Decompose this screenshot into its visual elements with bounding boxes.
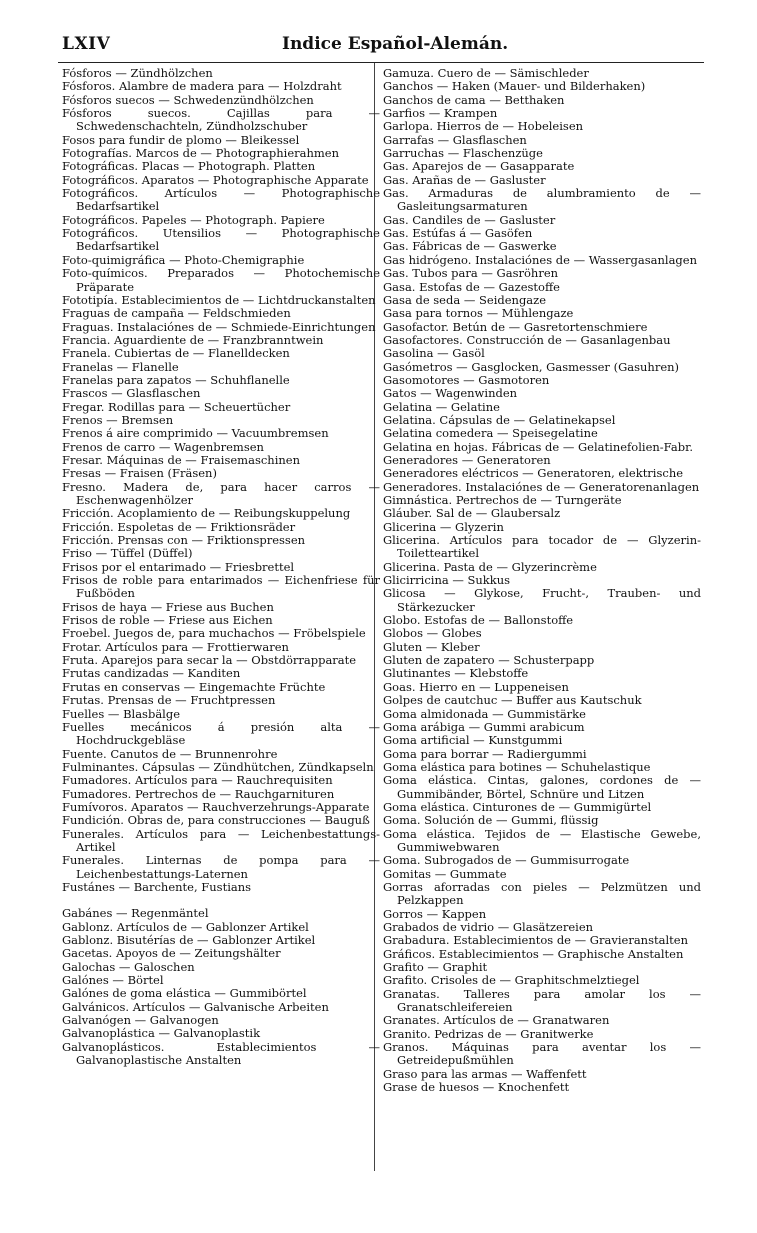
index-entry: Goas. Hierro en — Luppeneisen [383, 679, 569, 694]
index-entry: Globo. Estofas de — Ballonstoffe [383, 613, 574, 628]
index-entry: Ganchos — Haken (Mauer- und Bilderhaken) [383, 79, 646, 94]
index-entry: Gabánes — Regenmäntel [62, 906, 209, 921]
index-entry: Frisos por el entarimado — Friesbrettel [62, 559, 295, 574]
index-entry: Gráficos. Establecimientos — Graphische Anstalten [383, 946, 684, 961]
index-entry: Fotográficos. Utensilios — Photographische Bedarfsartikel [62, 226, 380, 254]
index-entry: Fustánes — Barchente, Fustians [62, 879, 252, 894]
index-entry: Gas hidrógeno. Instalaciónes de — Wassergasanlagen [383, 252, 697, 267]
index-entry: Garrafas — Glasflaschen [383, 132, 527, 147]
index-entry: Frenos á aire comprimido — Vacuumbremsen [62, 426, 329, 441]
index-entry: Gasolina — Gasöl [383, 346, 485, 361]
index-entry: Frisos de roble — Friese aus Eichen [62, 613, 273, 628]
index-entry: Goma elástica. Tejidos de — Elastische Gewebe, Gummiwebwaren [383, 826, 701, 854]
index-entry: Gasofactores. Construcción de — Gasanlagenbau [383, 332, 671, 347]
index-entry: Gas. Aparejos de — Gasapparate [383, 159, 575, 174]
index-entry: Ganchos de cama — Betthaken [383, 92, 565, 107]
index-entry: Fuelles mecánicos á presión alta — Hochdruckgebläse [62, 719, 380, 748]
index-entry: Gas. Candiles de — Gasluster [383, 212, 556, 227]
index-entry: Gablonz. Bisutérías de — Gablonzer Artikel [62, 933, 316, 947]
index-entry: Fresas — Fraisen (Fräsen) [62, 466, 217, 481]
index-entry: Galvanoplásticos. Establecimientos — Galvanoplastische Anstalten [62, 1039, 380, 1068]
index-entry: Frenos de carro — Wagenbremsen [62, 439, 264, 454]
index-entry: Goma almidonada — Gummistärke [383, 706, 586, 721]
index-entry: Gas. Armaduras de alumbramiento de — Gasleitungsarmaturen [383, 186, 701, 214]
page-number: LXIV [62, 34, 111, 54]
page-title: Indice Español-Alemán. [282, 34, 509, 54]
index-entry: Generadores — Generatoren [383, 452, 551, 467]
index-entry: Grafito — Graphit [383, 960, 488, 975]
index-entry: Fósforos — Zündhölzchen [62, 66, 213, 80]
index-entry: Fricción. Acoplamiento de — Reibungskuppelung [62, 506, 351, 521]
index-entry: Friso — Tüffel (Düffel) [62, 546, 193, 561]
index-entry: Fotográficos. Papeles — Photograph. Papiere [62, 212, 325, 227]
page-header [62, 34, 702, 60]
index-entry: Gelatina comedera — Speisegelatine [383, 426, 598, 441]
index-entry: Gasómetros — Gasglocken, Gasmesser (Gasuhren) [383, 359, 680, 374]
index-entry: Froebel. Juegos de, para muchachos — Fröbelspiele [62, 626, 366, 641]
index-entry: Goma elástica. Cintas, galones, cordones de — Gummibänder, Börtel, Schnüre und Litzen [383, 773, 701, 801]
index-entry: Galochas — Galoschen [62, 959, 195, 974]
index-entry: Francia. Aguardiente de — Franzbranntwein [62, 332, 324, 347]
right-column [383, 67, 701, 1094]
index-entry: Glutinantes — Klebstoffe [383, 666, 529, 681]
index-entry: Gatos — Wagenwinden [383, 386, 518, 401]
index-entry: Glicosa — Glykose, Frucht-, Trauben- und Stärkezucker [383, 586, 701, 614]
index-entry: Gelatina en hojas. Fábricas de — Gelatinefolien-Fabr. [383, 439, 693, 454]
index-entry: Fumadores. Artículos para — Rauchrequisiten [62, 773, 333, 788]
index-entry: Frisos de haya — Friese aus Buchen [62, 599, 274, 614]
left-column [62, 67, 380, 1067]
index-entry: Fotográficos. Aparatos — Photographische Apparate [62, 172, 369, 187]
index-entry: Grase de huesos — Knochenfett [383, 1080, 570, 1095]
index-entry: Grafito. Crisoles de — Graphitschmelztiegel [383, 973, 640, 988]
index-entry: Foto-quimigráfica — Photo-Chemigraphie [62, 252, 305, 267]
index-entry: Fotográficas. Placas — Photograph. Platten [62, 159, 316, 174]
index-entry: Fresar. Máquinas de — Fraisemaschinen [62, 452, 300, 467]
index-entry: Glicerina. Pasta de — Glyzerincrème [383, 559, 597, 574]
index-entry: Fundición. Obras de, para construcciones — Bauguß [62, 813, 370, 828]
index-entry: Franelas para zapatos — Schuhflanelle [62, 372, 290, 387]
header-rule [58, 62, 704, 63]
index-entry: Fototipía. Establecimientos de — Lichtdruckanstalten [62, 292, 376, 307]
index-entry: Gelatina. Cápsulas de — Gelatinekapsel [383, 412, 616, 427]
index-entry: Goma arábiga — Gummi arabicum [383, 719, 585, 734]
index-entry: Frascos — Glasflaschen [62, 386, 201, 401]
index-entry: Golpes de cautchuc — Buffer aus Kautschuk [383, 693, 642, 708]
index-entry: Gláuber. Sal de — Glaubersalz [383, 506, 561, 521]
index-entry: Garlopa. Hierros de — Hobeleisen [383, 119, 584, 134]
index-entry: Fraguas de campaña — Feldschmieden [62, 306, 291, 321]
index-entry: Gasa. Estofas de — Gazestoffe [383, 279, 560, 294]
index-entry: Frenos — Bremsen [62, 412, 174, 427]
index-entry: Fraguas. Instalaciónes de — Schmiede-Einrichtungen [62, 319, 376, 334]
index-entry: Generadores eléctricos — Generatoren, elektrische [383, 466, 684, 481]
index-entry: Gomitas — Gummate [383, 866, 507, 881]
index-entry: Graso para las armas — Waffenfett [383, 1066, 587, 1081]
index-entry: Fumívoros. Aparatos — Rauchverzehrungs-Apparate [62, 799, 370, 814]
index-entry: Funerales. Linternas de pompa para — Leichenbestattungs-Laternen [62, 853, 380, 881]
index-entry: Garruchas — Flaschenzüge [383, 146, 543, 161]
index-entry: Gas. Tubos para — Gasröhren [383, 266, 559, 281]
index-entry: Gasomotores — Gasmotoren [383, 372, 550, 387]
index-entry: Gas. Fábricas de — Gaswerke [383, 239, 557, 254]
index-entry: Frisos de roble para entarimados — Eichenfriese für Fußböden [62, 573, 380, 601]
index-entry: Franelas — Flanelle [62, 359, 179, 374]
index-entry: Fricción. Espoletas de — Friktionsräder [62, 519, 296, 534]
index-entry: Granates. Artículos de — Granatwaren [383, 1013, 610, 1028]
index-entry: Gas. Arañas de — Gasluster [383, 172, 546, 187]
index-entry: Goma. Solución de — Gummi, flüssig [383, 813, 599, 828]
index-entry: Goma artificial — Kunstgummi [383, 733, 563, 748]
index-entry: Frutas en conservas — Eingemachte Früchte [62, 679, 326, 694]
index-entry: Fosos para fundir de plomo — Bleikessel [62, 132, 300, 147]
index-entry: Goma. Subrogados de — Gummisurrogate [383, 853, 630, 868]
index-entry: Granatas. Talleres para amolar los — Granatschleifereien [383, 986, 701, 1015]
index-entry: Fricción. Prensas con — Friktionspressen [62, 533, 306, 548]
index-entry: Garfios — Krampen [383, 106, 498, 121]
index-entry: Grabadura. Establecimientos de — Gravieranstalten [383, 933, 688, 948]
index-entry: Fumadores. Pertrechos de — Rauchgarnituren [62, 786, 335, 801]
index-entry: Galvanoplástica — Galvanoplastik [62, 1026, 261, 1041]
index-entry: Fregar. Rodillas para — Scheuertücher [62, 399, 291, 414]
index-entry: Frutas candizadas — Kanditen [62, 666, 241, 681]
index-entry: Gorros — Kappen [383, 906, 487, 921]
index-entry: Galónes — Börtel [62, 973, 164, 988]
index-entry: Glicerina. Artículos para tocador de — Glyzerin-Toiletteartikel [383, 533, 701, 561]
index-entry: Frutas. Prensas de — Fruchtpressen [62, 693, 276, 708]
index-entry: Granito. Pedrizas de — Granitwerke [383, 1026, 594, 1041]
index-entry: Fotográficos. Artículos — Photographische Bedarfsartikel [62, 186, 380, 214]
index-entry: Glicerina — Glyzerin [383, 519, 504, 534]
index-entry: Fruta. Aparejos para secar la — Obstdörrapparate [62, 653, 357, 668]
index-entry: Gacetas. Apoyos de — Zeitungshälter [62, 946, 281, 961]
index-entry: Funerales. Artículos para — Leichenbestattungs-Artikel [62, 826, 380, 854]
index-entry: Gimnástica. Pertrechos de — Turngeräte [383, 493, 622, 507]
index-entry: Granos. Máquinas para aventar los — Getreidepußmühlen [383, 1040, 701, 1068]
index-entry: Foto-químicos. Preparados — Photochemische Präparate [62, 266, 380, 294]
index-entry: Gasa para tornos — Mühlengaze [383, 306, 574, 321]
index-entry: Franela. Cubiertas de — Flanelldecken [62, 346, 290, 361]
index-entry: Fuelles — Blasbälge [62, 706, 181, 721]
index-entry: Gas. Estúfas á — Gasöfen [383, 226, 533, 241]
index-entry: Fresno. Madera de, para hacer carros — Eschenwagenhölzer [62, 479, 380, 507]
index-entry: Fósforos suecos. Cajillas para — Schwedenschachteln, Zündholzschuber [62, 106, 380, 134]
index-entry: Generadores. Instalaciónes de — Generatorenanlagen [383, 479, 700, 494]
index-entry: Gluten — Kleber [383, 639, 480, 654]
index-entry: Goma elástica para botines — Schuhelastique [383, 759, 651, 774]
index-entry: Galvanógen — Galvanogen [62, 1013, 219, 1028]
index-entry: Grabados de vidrio — Glasätzereien [383, 920, 594, 934]
index-entry: Fotografías. Marcos de — Photographierahmen [62, 146, 340, 161]
index-entry: Galvánicos. Artículos — Galvanische Arbeiten [62, 999, 329, 1014]
index-entry: Gluten de zapatero — Schusterpapp [383, 653, 595, 668]
index-entry: Gelatina — Gelatine [383, 399, 500, 414]
index-entry: Fósforos. Alambre de madera para — Holzdraht [62, 79, 342, 94]
index-entry: Fuente. Canutos de — Brunnenrohre [62, 746, 278, 761]
index-entry: Gamuza. Cuero de — Sämischleder [383, 66, 589, 80]
index-entry: Goma para borrar — Radiergummi [383, 746, 587, 761]
index-entry: Goma elástica. Cinturones de — Gummigürtel [383, 799, 652, 814]
index-entry: Frotar. Artículos para — Frottierwaren [62, 639, 289, 654]
index-entry: Gorras aforradas con pieles — Pelzmützen und Pelzkappen [383, 879, 701, 908]
index-entry: Galónes de goma elástica — Gummibörtel [62, 986, 307, 1001]
index-entry: Glicirricina — Sukkus [383, 573, 511, 588]
index-entry: Fósforos suecos — Schwedenzündhölzchen [62, 92, 314, 107]
index-entry: Gasa de seda — Seidengaze [383, 292, 547, 307]
index-entry: Gablonz. Artículos de — Gablonzer Artikel [62, 919, 309, 934]
index-entry: Globos — Globes [383, 626, 482, 641]
index-entry: Gasofactor. Betún de — Gasretortenschmiere [383, 319, 648, 334]
index-entry: Fulminantes. Cápsulas — Zündhütchen, Zündkapseln [62, 759, 374, 774]
